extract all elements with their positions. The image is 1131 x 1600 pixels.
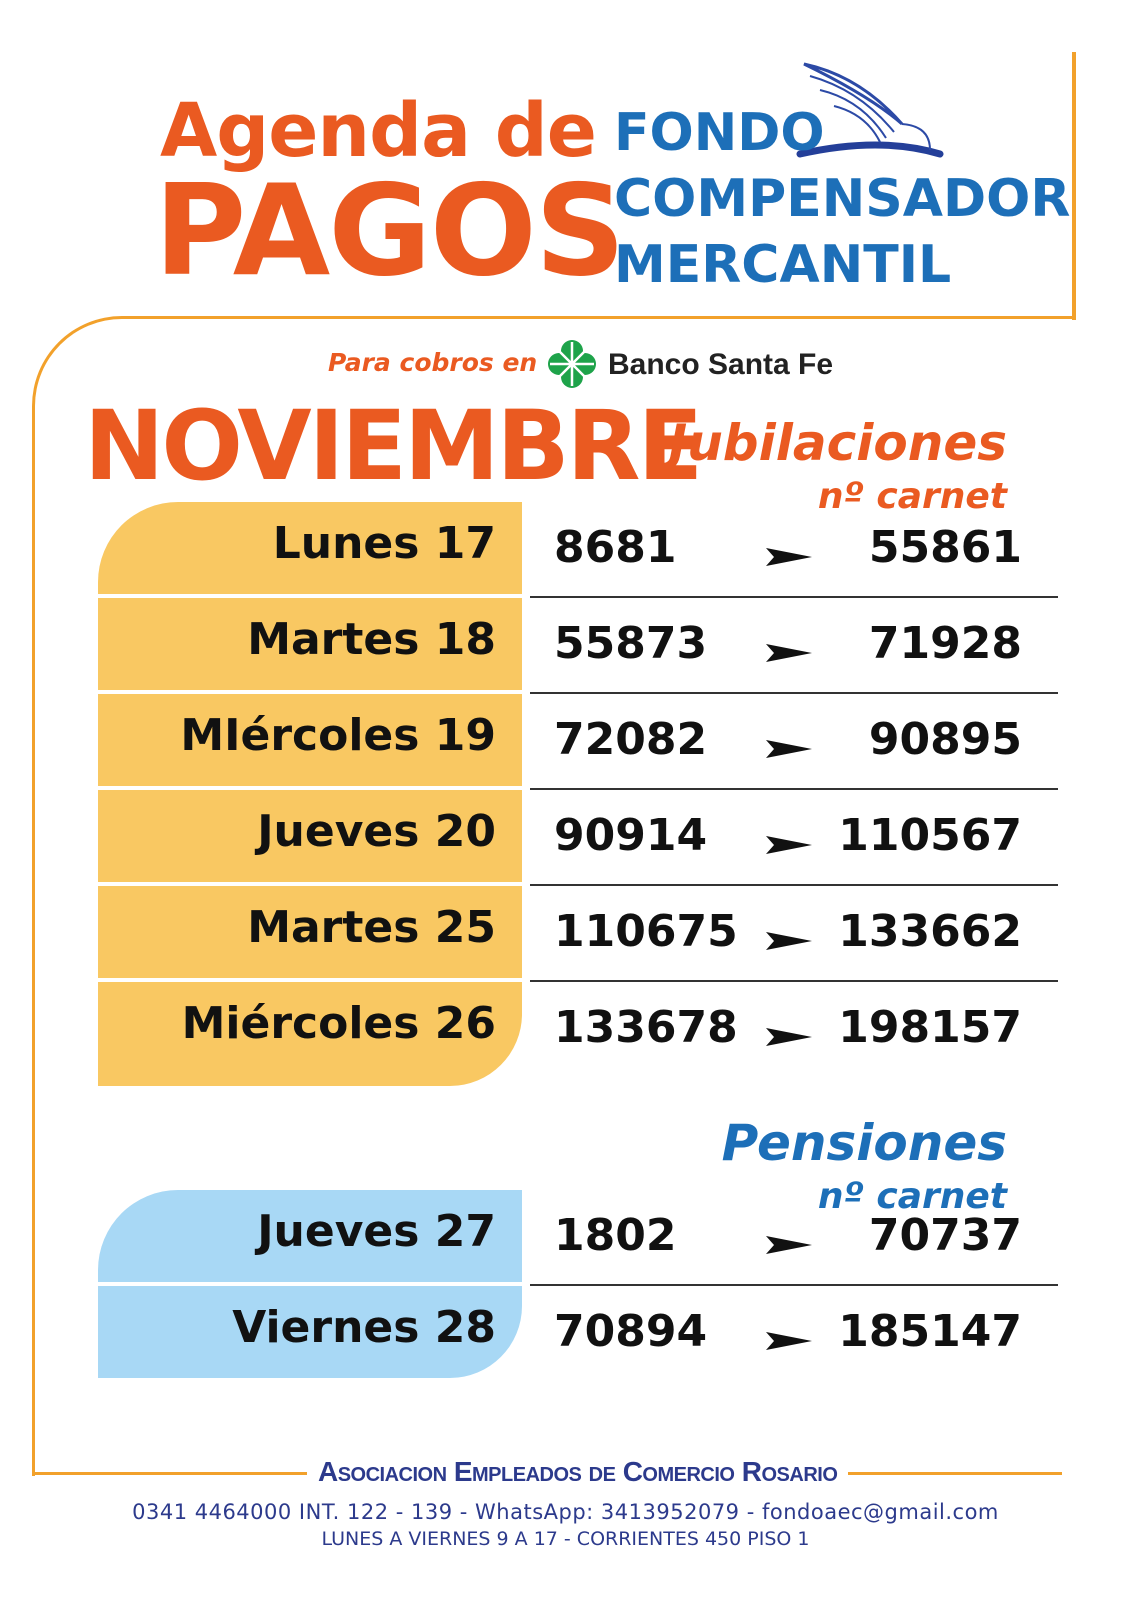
day-label: Martes 25 [98, 886, 522, 978]
arrow-right-icon [766, 834, 812, 856]
arrow-right-icon [766, 642, 812, 664]
carnet-to: 110567 [838, 810, 1022, 861]
contact-info: 0341 4464000 INT. 122 - 139 - WhatsApp: 3413952079 - fondoaec@gmail.com [132, 1500, 999, 1524]
pensiones-subtitle: nº carnet [817, 1176, 1007, 1217]
organization-name: Asociacion Empleados de Comercio Rosario [318, 1456, 838, 1487]
arrow-right-icon [766, 1026, 812, 1048]
day-label: Miércoles 26 [98, 982, 522, 1086]
day-label: Jueves 20 [98, 790, 522, 882]
carnet-to: 185147 [838, 1306, 1022, 1357]
day-label: Jueves 27 [98, 1190, 522, 1282]
arrow-right-icon [766, 1330, 812, 1352]
cobros-label: Para cobros en [328, 348, 538, 377]
arrow-right-icon [766, 546, 812, 568]
carnet-from: 1802 [554, 1210, 677, 1261]
carnet-to: 55861 [868, 522, 1022, 573]
pensiones-title: Pensiones [721, 1114, 1007, 1172]
title-agenda-de: Agenda de [160, 88, 596, 174]
title-pagos: PAGOS [154, 157, 624, 304]
carnet-from: 72082 [554, 714, 708, 765]
day-label: MIércoles 19 [98, 694, 522, 786]
table-row [98, 502, 1058, 598]
carnet-to: 133662 [838, 906, 1022, 957]
frame-line-top-right [1072, 52, 1076, 320]
table-row [98, 886, 1058, 982]
arrow-right-icon [766, 738, 812, 760]
fund-name [614, 100, 1070, 298]
fund-name-line2: COMPENSADOR [614, 169, 1071, 229]
carnet-to: 71928 [868, 618, 1022, 669]
banco-santa-fe-logo-icon [546, 338, 598, 390]
day-label: Martes 18 [98, 598, 522, 690]
table-row [98, 1190, 1058, 1286]
fund-name-line1: FONDO [614, 103, 825, 163]
carnet-to: 70737 [868, 1210, 1022, 1261]
footer-rule-left [32, 1472, 307, 1475]
jubilaciones-subtitle: nº carnet [817, 476, 1007, 517]
table-row [98, 790, 1058, 886]
fund-name-line3: MERCANTIL [614, 235, 952, 295]
carnet-from: 70894 [554, 1306, 708, 1357]
carnet-from: 133678 [554, 1002, 738, 1053]
day-label: Viernes 28 [98, 1286, 522, 1378]
carnet-from: 110675 [554, 906, 738, 957]
jubilaciones-title: Jubilaciones [668, 414, 1007, 472]
office-hours: LUNES A VIERNES 9 A 17 - CORRIENTES 450 PISO 1 [321, 1528, 810, 1550]
carnet-to: 90895 [868, 714, 1022, 765]
table-row [98, 694, 1058, 790]
arrow-right-icon [766, 1234, 812, 1256]
table-row [98, 1286, 1058, 1382]
table-row [98, 598, 1058, 694]
carnet-to: 198157 [838, 1002, 1022, 1053]
arrow-right-icon [766, 930, 812, 952]
footer-rule-right [848, 1472, 1062, 1475]
carnet-from: 55873 [554, 618, 708, 669]
day-label: Lunes 17 [98, 502, 522, 594]
carnet-from: 90914 [554, 810, 708, 861]
month-title: NOVIEMBRE [84, 390, 701, 502]
carnet-from: 8681 [554, 522, 677, 573]
table-row [98, 982, 1058, 1078]
bank-name: Banco Santa Fe [608, 348, 834, 381]
